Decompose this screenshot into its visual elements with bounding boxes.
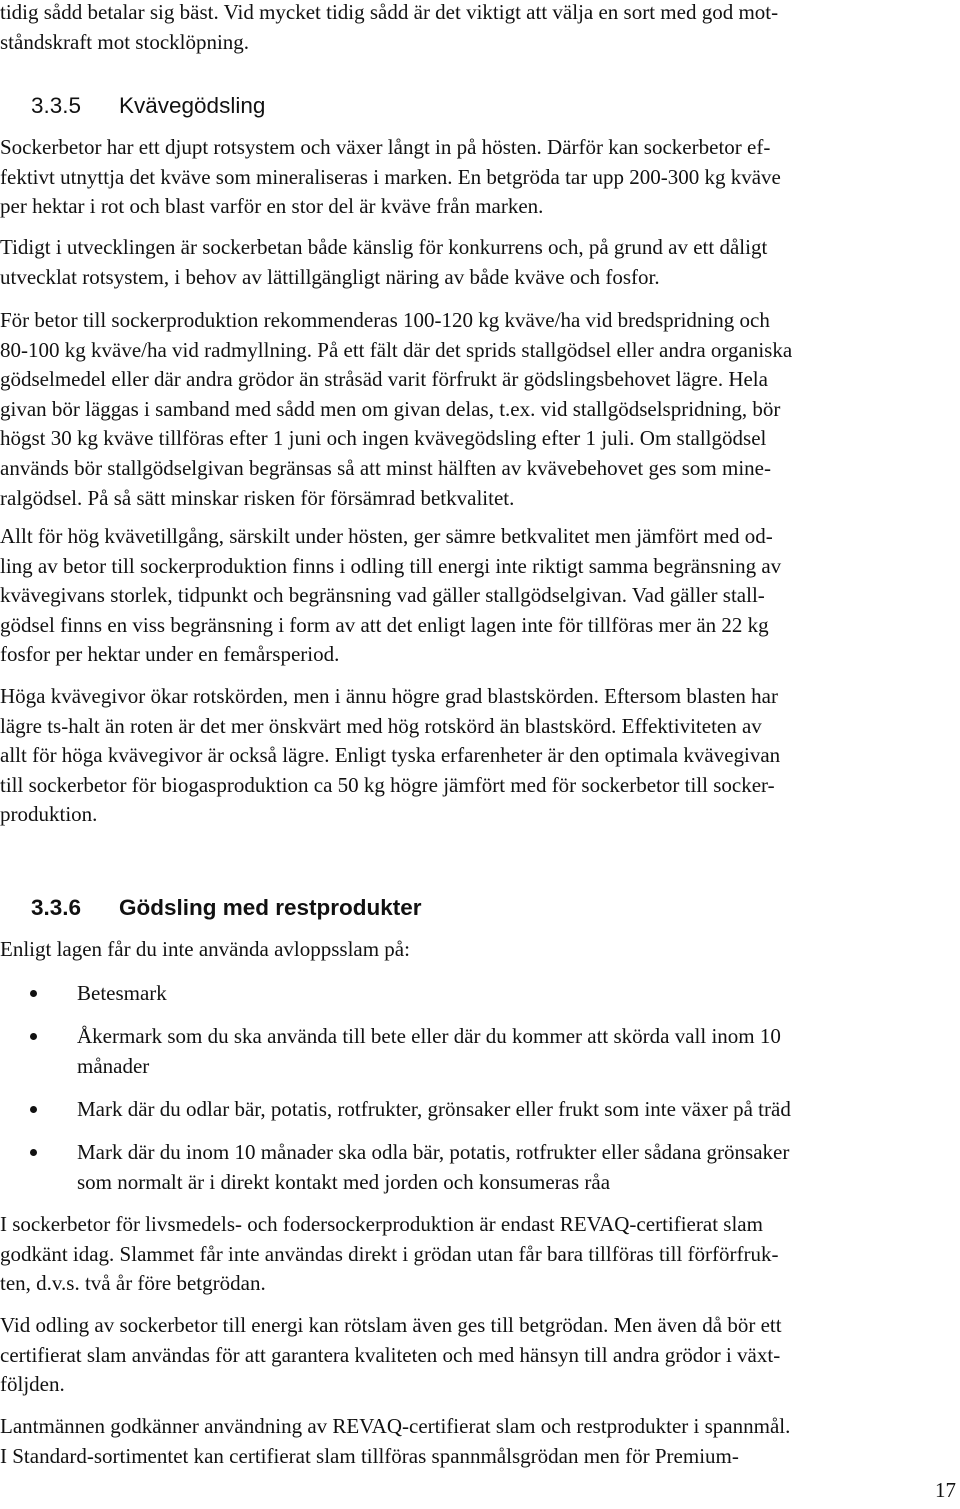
text-line: utvecklat rotsystem, i behov av lättillgängligt näring av både kväve och fosfor.: [0, 264, 660, 289]
text-line: I Standard-sortimentet kan certifierat slam tillföras spannmålsgrödan men för Premium-: [0, 1443, 739, 1468]
text-line: tidig sådd betalar sig bäst. Vid mycket tidig sådd är det viktigt att välja en sort med god mot-: [0, 0, 779, 24]
text-line: För betor till sockerproduktion rekommenderas 100-120 kg kväve/ha vid bredspridning och: [0, 308, 770, 332]
text-line: kvävegivans storlek, tidpunkt och begränsning vad gäller stallgödselgivan. Vad gäller stall-: [0, 583, 765, 608]
section-number: 3.3.6: [31, 895, 82, 920]
list-item-text: Mark där du inom 10 månader ska odla bär, potatis, rotfrukter eller sådana grönsaker: [77, 1140, 790, 1164]
bullet-icon: [30, 990, 37, 997]
paragraph: [0, 306, 958, 513]
paragraph: [0, 1311, 958, 1400]
paragraph: [0, 522, 958, 670]
text-line: produktion.: [0, 802, 98, 827]
intro-paragraph: [0, 935, 958, 965]
text-line: ralgödsel. På så sätt minskar risken för försämrad betkvalitet.: [0, 485, 515, 510]
text-line: ling av betor till sockerproduktion finns i odling till energi inte riktigt samma begränsning av: [0, 553, 782, 578]
paragraph: [0, 1210, 958, 1299]
list-item-text: månader: [77, 1053, 150, 1078]
bullet-icon: [30, 1106, 37, 1113]
section-title: Kvävegödsling: [119, 93, 266, 118]
text-line: högst 30 kg kväve tillföras efter 1 juni och ingen kvävegödsling efter 1 juli. Om stallgödsel: [0, 426, 767, 451]
text-line: används bör stallgödselgivan begränsas så att minst hälften av kvävebehovet ges som mine-: [0, 455, 771, 480]
text-line: givan bör läggas i samband med sådd men om givan delas, t.ex. vid stallgödselspridning, bör: [0, 396, 781, 421]
bullet-icon: [30, 1149, 37, 1156]
text-line: Lantmännen godkänner användning av REVAQ-certifierat slam och restprodukter i spannmål.: [0, 1414, 791, 1438]
list-item-text: Betesmark: [77, 981, 167, 1005]
text-line: per hektar i rot och blast varför en stor del är kväve från marken.: [0, 194, 544, 219]
paragraph: [0, 233, 958, 292]
paragraph: [0, 133, 958, 222]
section-heading-335: [31, 91, 265, 121]
text-line: gödsel finns en viss begränsning i form av att det enligt lagen inte för tillföras mer än 22 kg: [0, 612, 769, 637]
bullet-icon: [30, 1033, 37, 1040]
paragraph: [0, 682, 958, 830]
list-item-text: Mark där du odlar bär, potatis, rotfrukter, grönsaker eller frukt som inte växer på träd: [77, 1097, 791, 1121]
text-line: certifierat slam användas för att garantera kvaliteten och med hänsyn till andra grödor i växt-: [0, 1342, 781, 1367]
text-line: till sockerbetor för biogasproduktion ca 50 kg högre jämfört med för sockerbetor till socker-: [0, 772, 775, 797]
text-line: lägre ts-halt än roten är det mer önskvärt med hög rotskörd än blastskörd. Effektiviteten av: [0, 713, 762, 738]
text-line: allt för höga kvävegivor är också lägre. Enligt tyska erfarenheter är den optimala kvävegivan: [0, 743, 781, 768]
list-item-text: som normalt är i direkt kontakt med jorden och konsumeras råa: [77, 1169, 611, 1194]
text-line: I sockerbetor för livsmedels- och fodersockerproduktion är endast REVAQ-certifierat slam: [0, 1212, 763, 1236]
page-number: 17: [935, 1478, 956, 1502]
text-line: Enligt lagen får du inte använda avloppsslam på:: [0, 937, 410, 961]
text-line: 80-100 kg kväve/ha vid radmyllning. På ett fält där det sprids stallgödsel eller andra organiska: [0, 337, 793, 362]
text-line: godkänt idag. Slammet får inte användas direkt i grödan utan får bara tillföras till förförfruk-: [0, 1241, 779, 1266]
text-line: Sockerbetor har ett djupt rotsystem och växer långt in på hösten. Därför kan sockerbetor ef-: [0, 135, 771, 159]
text-line: Tidigt i utvecklingen är sockerbetan både känslig för konkurrens och, på grund av ett dåligt: [0, 235, 768, 259]
text-line: Allt för hög kvävetillgång, särskilt under hösten, ger sämre betkvalitet men jämfört med od-: [0, 524, 773, 548]
text-line: fektivt utnyttja det kväve som mineraliseras i marken. En betgröda tar upp 200-300 kg kväve: [0, 164, 781, 189]
text-line: Vid odling av sockerbetor till energi kan rötslam även ges till betgrödan. Men även då bör ett: [0, 1313, 782, 1337]
text-line: ten, d.v.s. två år före betgrödan.: [0, 1271, 266, 1296]
text-line: följden.: [0, 1372, 65, 1397]
section-title: Gödsling med restprodukter: [119, 895, 422, 920]
list-item-text: Åkermark som du ska använda till bete eller där du kommer att skörda vall inom 10: [77, 1024, 781, 1048]
text-line: gödselmedel eller där andra grödor än stråsäd varit förfrukt är gödslingsbehovet lägre. Hela: [0, 367, 768, 392]
continuation-paragraph: [0, 0, 958, 57]
section-number: 3.3.5: [31, 93, 82, 118]
text-line: fosfor per hektar under en femårsperiod.: [0, 642, 340, 667]
text-line: ståndskraft mot stocklöpning.: [0, 29, 250, 54]
text-line: Höga kvävegivor ökar rotskörden, men i ännu högre grad blastskörden. Eftersom blasten har: [0, 684, 778, 708]
section-heading-336: [31, 893, 422, 923]
paragraph: [0, 1412, 958, 1471]
